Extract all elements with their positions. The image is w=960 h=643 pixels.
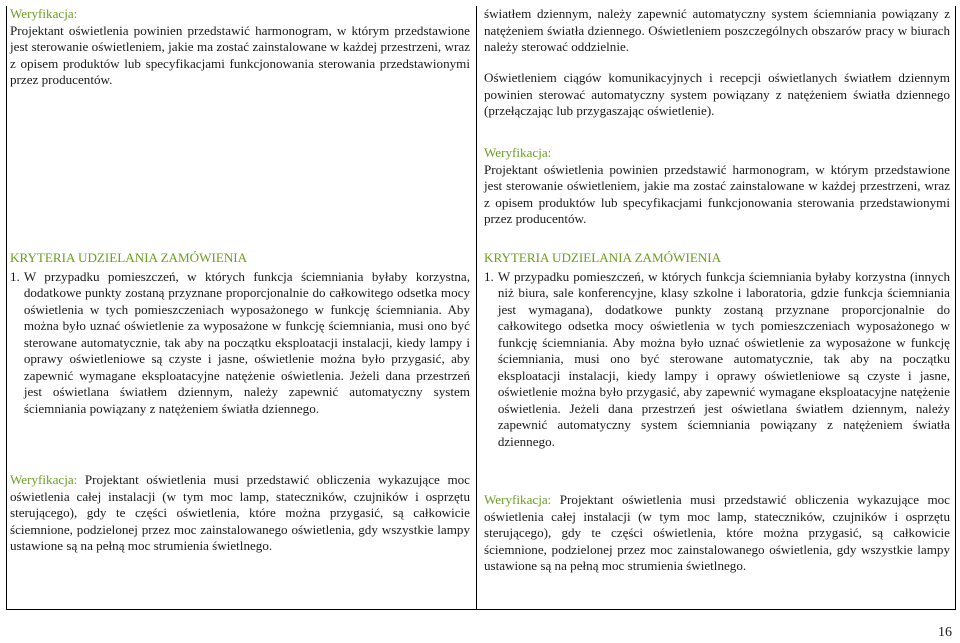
list-item-text: W przypadku pomieszczeń, w których funkcja ściemniania byłaby korzystna, dodatkowe punkty zostaną przyznane proporcjonalnie do całkowitego odsetka mocy oświetlenia w tych pomieszczeniach wyposażonego w funkcję ściemniania. Aby można było uznać oświetlenie za wyposażone w funkcję ściemniania, musi ono być sterowane automatycznie, tak aby na początku eksploatacji instalacji, kiedy lampy i oprawy oświetleniowe są czyste i jasne, oświetlenie można było przygasić, aby zapewnić wymagane eksploatacyjne natężenie oświetlenia. Jeżeli dana przestrzeń jest oświetlana światłem dziennym, należy zapewnić automatyczny system ściemniania powiązany z natężeniem światła dziennego. [23,268,470,416]
left-verification-bottom [10,472,470,555]
criteria-list [484,269,950,451]
right-paragraph-2 [484,70,950,120]
criteria-heading: KRYTERIA UDZIELANIA ZAMÓWIENIA [484,250,722,265]
right-continuation [484,6,950,56]
table-divider-center [476,6,477,610]
left-verification-top [10,6,470,89]
verification-label: Weryfikacja: [10,6,78,21]
verification-text: Projektant oświetlenia powinien przedstawić harmonogram, w którym przedstawione jest sterowanie oświetleniem, jakie ma zostać zainstalowane w każdej przestrzeni, wraz z opisem produktów lub specyfikacjami funkcjonowania sterowania przedstawionymi przez producentów. [484,161,950,226]
paragraph-text: Oświetleniem ciągów komunikacyjnych i recepcji oświetlanych światłem dziennym powinien sterować automatyczny system powiązany z natężeniem światła dziennego (przełączając lub przygaszając oświetlenie). [484,70,950,118]
list-item-number: 1. [10,268,20,284]
verification-label: Weryfikacja: [484,492,552,507]
continuation-text: światłem dziennym, należy zapewnić automatyczny system ściemniania powiązany z natężeniem światła dziennego. Oświetleniem poszczególnych obszarów pracy w biurach należy sterować oddzielnie. [484,6,950,54]
left-criteria-section [10,250,470,417]
right-verification-top [484,145,950,228]
verification-text: Projektant oświetlenia powinien przedstawić harmonogram, w którym przedstawione jest sterowanie oświetleniem, jakie ma zostać zainstalowane w każdej przestrzeni, wraz z opisem produktów lub specyfikacjami funkcjonowania sterowania przedstawionymi przez producentów. [10,22,470,87]
verification-label: Weryfikacja: [484,145,552,160]
list-item-number: 1. [484,268,494,284]
page-number: 16 [938,625,952,640]
table-border-bottom [6,609,956,610]
table-border-right [955,6,956,610]
verification-label: Weryfikacja: [10,472,78,487]
table-border-left [6,6,7,610]
list-item [484,269,950,451]
criteria-heading: KRYTERIA UDZIELANIA ZAMÓWIENIA [10,250,248,265]
right-criteria-section [484,250,950,450]
list-item-text: W przypadku pomieszczeń, w których funkcja ściemniania byłaby korzystna (innych niż biura, sale konferencyjne, klasy szkolne i laboratoria, gdzie funkcja ściemniania jest wymagana), dodatkowe punkty zostaną przyznane proporcjonalnie do całkowitego odsetka mocy oświetlenia w tych pomieszczeniach wyposażonego w funkcję ściemniania. Aby można było uznać oświetlenie za wyposażone w funkcję ściemniania, musi ono być sterowane automatycznie, tak aby na początku eksploatacji instalacji, kiedy lampy i oprawy oświetleniowe są czyste i jasne, oświetlenie można było przygasić, aby zapewnić wymagane eksploatacyjne natężenie oświetlenia. Jeżeli dana przestrzeń jest oświetlana światłem dziennym, należy zapewnić automatyczny system ściemniania powiązany z natężeniem światła dziennego. [497,268,950,449]
right-verification-bottom [484,492,950,575]
verification-text: Projektant oświetlenia musi przedstawić obliczenia wykazujące moc oświetlenia całej instalacji (w tym moc lamp, stateczników, czujników i osprzętu sterującego), gdy te części oświetlenia, które można przygasić, są całkowicie ściemnione, podzielonej przez moc zainstalowanego oświetlenia, gdy wszystkie lampy ustawione są na pełną moc strumienia świetlnego. [10,472,470,553]
verification-text: Projektant oświetlenia musi przedstawić obliczenia wykazujące moc oświetlenia całej instalacji (w tym moc lamp, stateczników, czujników i osprzętu sterującego), gdy te części oświetlenia, które można przygasić, są całkowicie ściemnione, podzielonej przez moc zainstalowanego oświetlenia, gdy wszystkie lampy ustawione są na pełną moc strumienia świetlnego. [484,492,950,573]
criteria-list [10,269,470,418]
comparison-table [6,6,956,610]
list-item [10,269,470,418]
